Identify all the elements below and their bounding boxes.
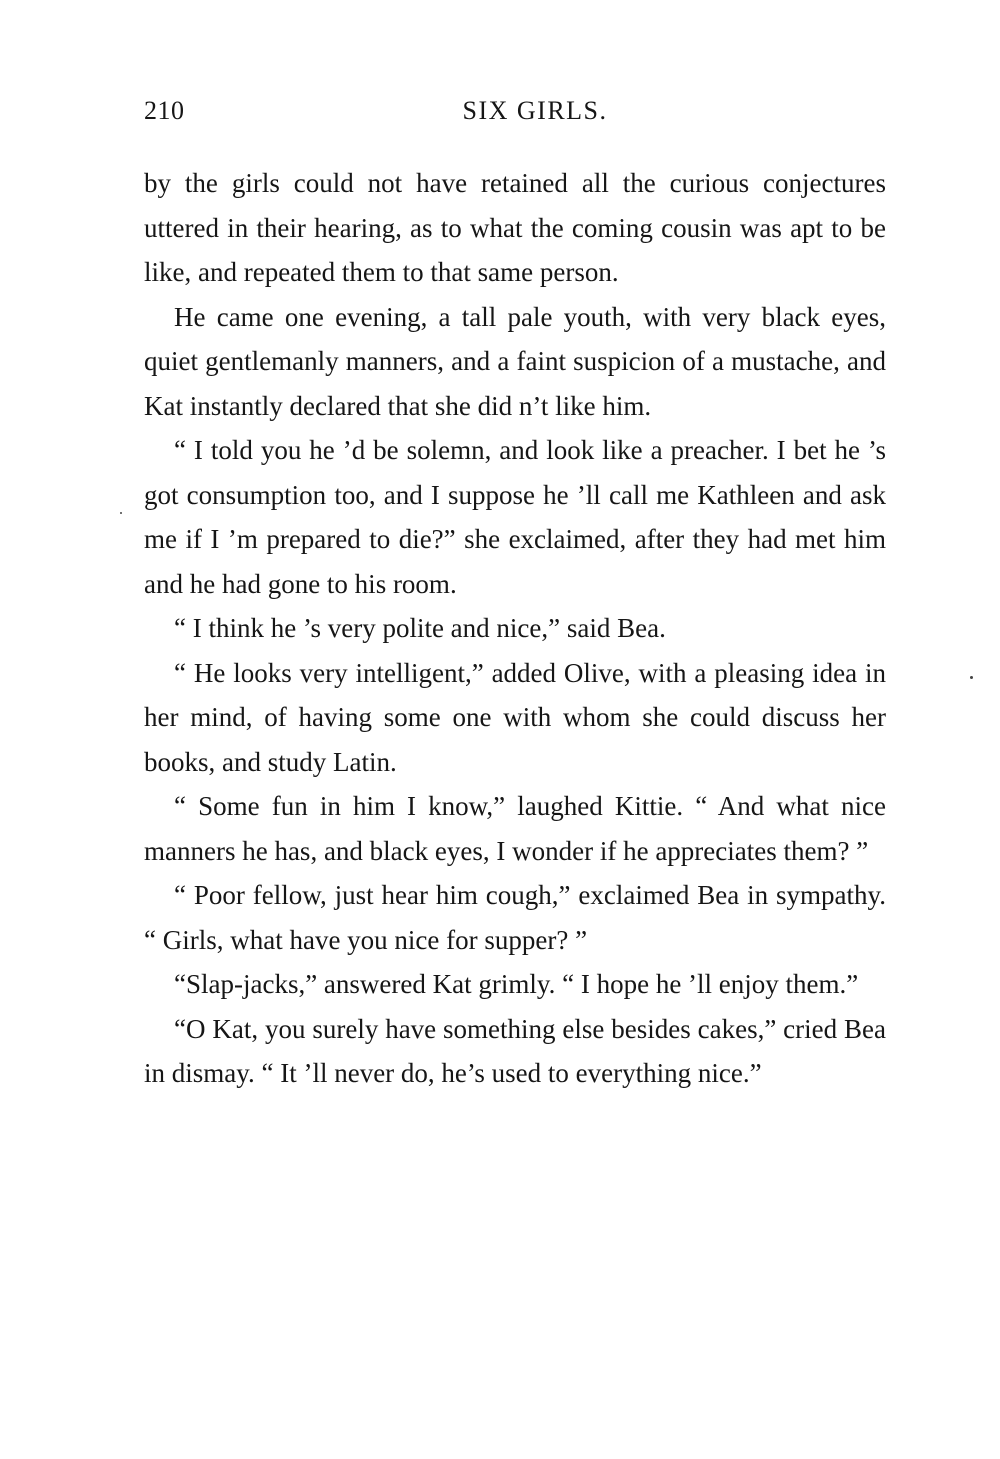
page-header <box>144 96 886 136</box>
paragraph: “ He looks very intelligent,” added Olive, with a pleasing idea in her mind, of having some one with whom she could discuss her books, and study Latin. <box>144 657 886 777</box>
paragraph: by the girls could not have retained all the curious conjectures uttered in their hearing, as to what the coming cousin was apt to be like, and repeated them to that same person. <box>144 168 886 287</box>
scan-speck <box>970 676 973 679</box>
scan-speck <box>120 512 122 514</box>
paragraph: “Slap-jacks,” answered Kat grimly. “ I hope he ’ll enjoy them.” <box>174 969 859 999</box>
page-number: 210 <box>144 96 185 125</box>
paragraph: “ I told you he ’d be solemn, and look like a preacher. I bet he ’s got consumption too, and I suppose he ’ll call me Kathleen and ask me if I ’m prepared to die?” she exclaimed, after they had met him and he had gone to his room. <box>144 435 886 599</box>
paragraph: “ Some fun in him I know,” laughed Kittie. “ And what nice manners he has, and black eyes, I wonder if he appreciates them? ” <box>144 791 886 866</box>
paragraph: “O Kat, you surely have something else besides cakes,” cried Bea in dismay. “ It ’ll never do, he’s used to everything nice.” <box>144 1013 886 1088</box>
running-title: SIX GIRLS. <box>462 96 608 125</box>
paragraph: “ I think he ’s very polite and nice,” said Bea. <box>174 613 666 643</box>
body-text <box>144 161 886 1096</box>
paragraph: He came one evening, a tall pale youth, with very black eyes, quiet gentlemanly manners, and a faint suspicion of a mustache, and Kat instantly declared that she did n’t like him. <box>144 301 886 421</box>
paragraph: “ Poor fellow, just hear him cough,” exclaimed Bea in sympathy. “ Girls, what have you nice for supper? ” <box>144 880 886 955</box>
